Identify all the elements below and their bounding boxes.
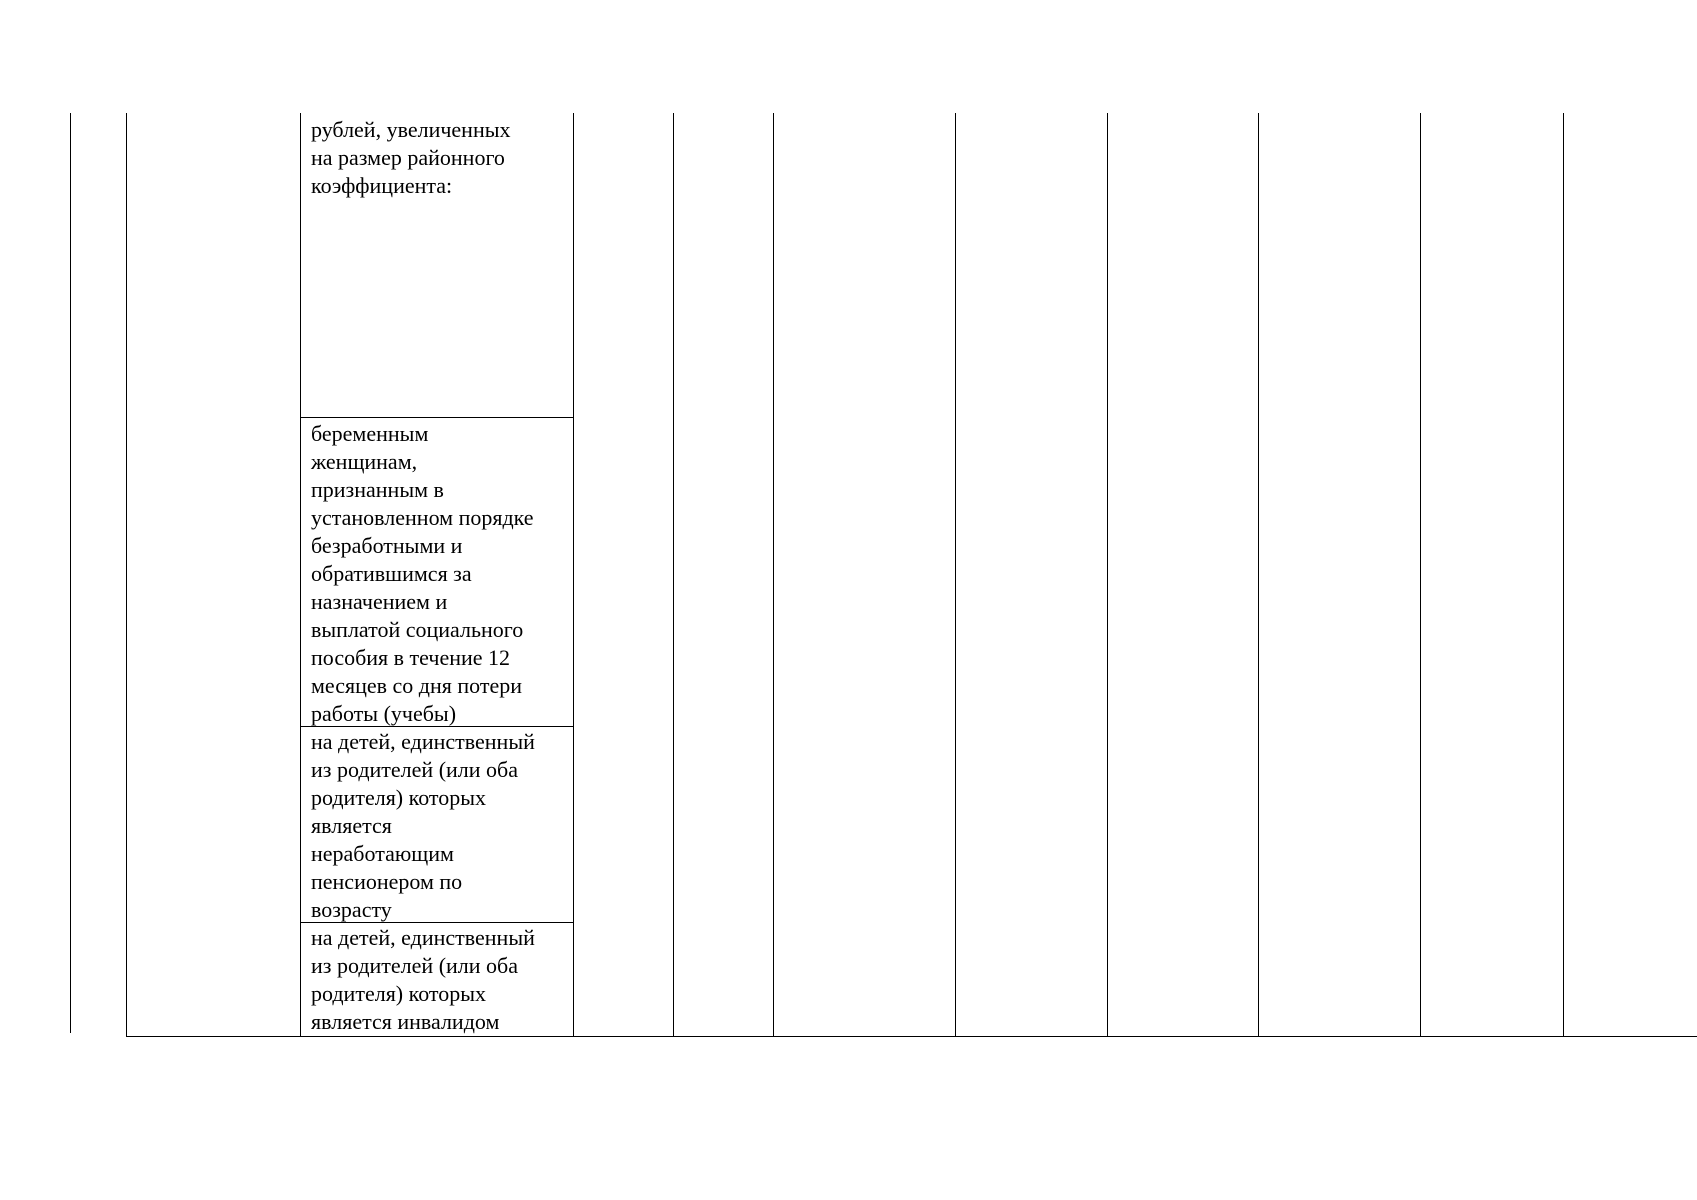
column-divider-6 (955, 113, 956, 1036)
column-divider-10 (1563, 113, 1564, 1036)
table-left-border (70, 113, 71, 1033)
table-cell-text: рублей, увеличенных на размер районного коэффициента: (311, 117, 511, 198)
table-cell-text: беременным женщинам, признанным в установленном порядке безработными и обратившимся за назначением и выплатой социального пособия в течение 12 месяцев со дня потери работы (учебы) (311, 421, 534, 726)
column-divider-7 (1107, 113, 1108, 1036)
column-divider-1 (126, 113, 127, 1036)
column-divider-2 (300, 113, 301, 1036)
column-divider-3 (573, 113, 574, 1036)
column-divider-8 (1258, 113, 1259, 1036)
column-divider-5 (773, 113, 774, 1036)
column-divider-4 (673, 113, 674, 1036)
table-cell-text: на детей, единственный из родителей (или оба родителя) которых является инвалидом (311, 925, 535, 1034)
column-divider-9 (1420, 113, 1421, 1036)
table-bottom-border (126, 1036, 1697, 1037)
table-cell-text: на детей, единственный из родителей (или оба родителя) которых является неработающим пенсионером по возрасту (311, 729, 535, 922)
row-divider-1 (300, 417, 573, 418)
